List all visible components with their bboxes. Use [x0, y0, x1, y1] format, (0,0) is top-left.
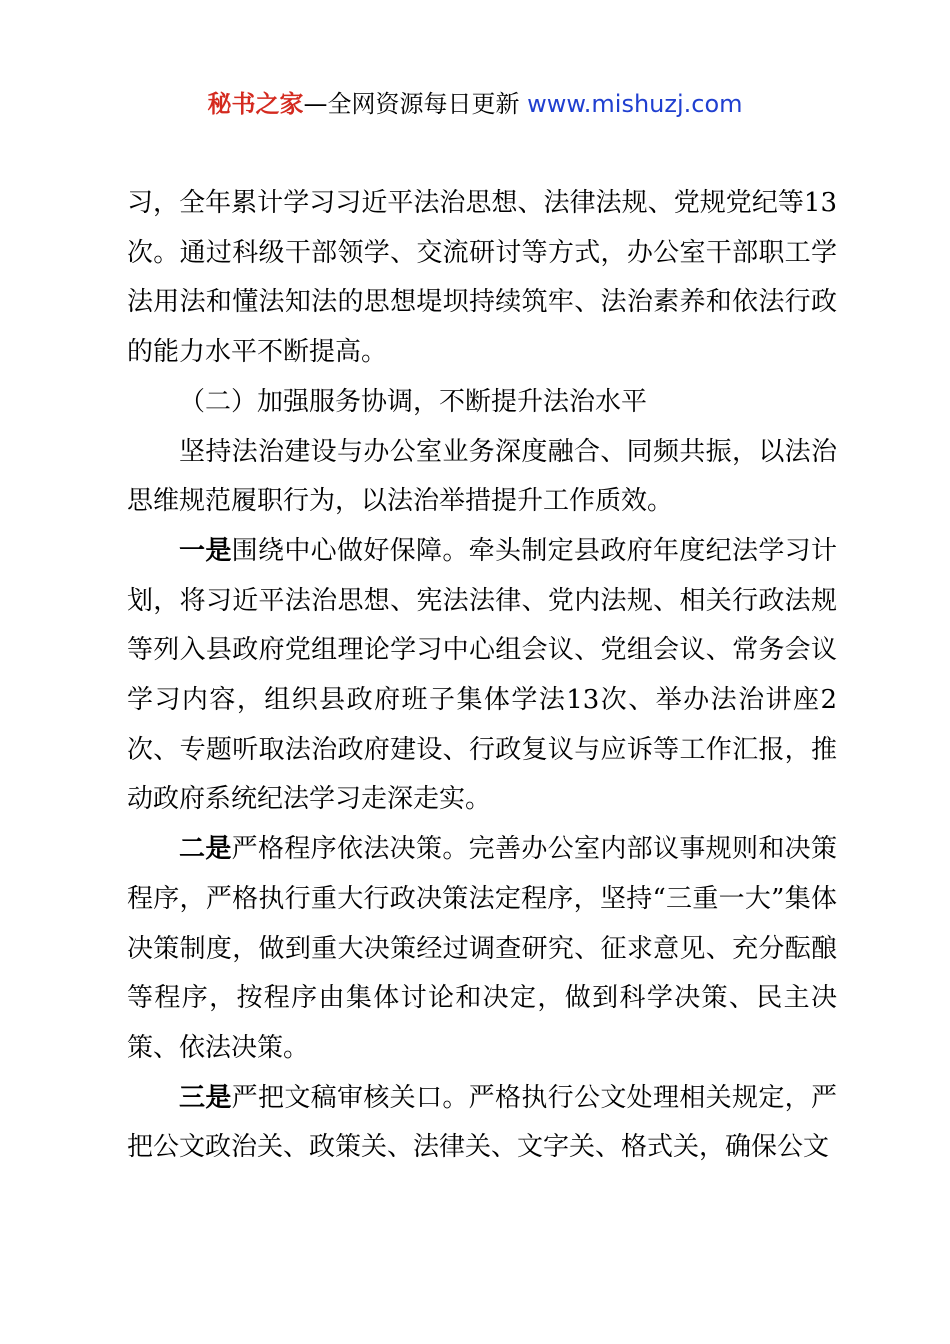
paragraph-text: 习，全年累计学习习近平法治思想、法律法规、党规党纪等13次。通过科级干部领学、交流研讨等方式，办公室干部职工学法用法和懂法知法的思想堤坝持续筑牢、法治素养和依法行政的能力水平不断提高。	[127, 188, 837, 368]
page-header	[0, 86, 950, 122]
header-url-link[interactable]: www.mishuzj.com	[527, 90, 743, 118]
document-body	[127, 179, 837, 1173]
paragraph-6	[127, 1074, 837, 1173]
paragraph-text: 严格程序依法决策。完善办公室内部议事规则和决策程序，严格执行重大行政决策法定程序，坚持“三重一大”集体决策制度，做到重大决策经过调查研究、征求意见、充分酝酿等程序，按程序由集体讨论和决定，做到科学决策、民主决策、依法决策。	[127, 834, 837, 1063]
paragraph-3	[127, 428, 837, 527]
paragraph-1	[127, 179, 837, 378]
paragraph-text: 严把文稿审核关口。严格执行公文处理相关规定，严把公文政治关、政策关、法律关、文字关、格式关，确保公文	[127, 1082, 837, 1163]
paragraph-lead: 一是	[179, 535, 232, 566]
paragraph-text: （二）加强服务协调，不断提升法治水平	[179, 386, 648, 417]
paragraph-4	[127, 527, 837, 825]
header-tagline: —全网资源每日更新	[303, 90, 528, 118]
paragraph-lead: 三是	[179, 1082, 232, 1113]
header-brand: 秘书之家	[207, 90, 304, 118]
section-heading	[127, 378, 837, 428]
paragraph-lead: 二是	[179, 834, 232, 865]
paragraph-5	[127, 825, 837, 1074]
paragraph-text: 坚持法治建设与办公室业务深度融合、同频共振，以法治思维规范履职行为，以法治举措提升工作质效。	[127, 436, 837, 517]
paragraph-text: 围绕中心做好保障。牵头制定县政府年度纪法学习计划，将习近平法治思想、宪法法律、党内法规、相关行政法规等列入县政府党组理论学习中心组会议、党组会议、常务会议学习内容，组织县政府班子集体学法13次、举办法治讲座2次、专题听取法治政府建设、行政复议与应诉等工作汇报，推动政府系统纪法学习走深走实。	[127, 535, 837, 815]
